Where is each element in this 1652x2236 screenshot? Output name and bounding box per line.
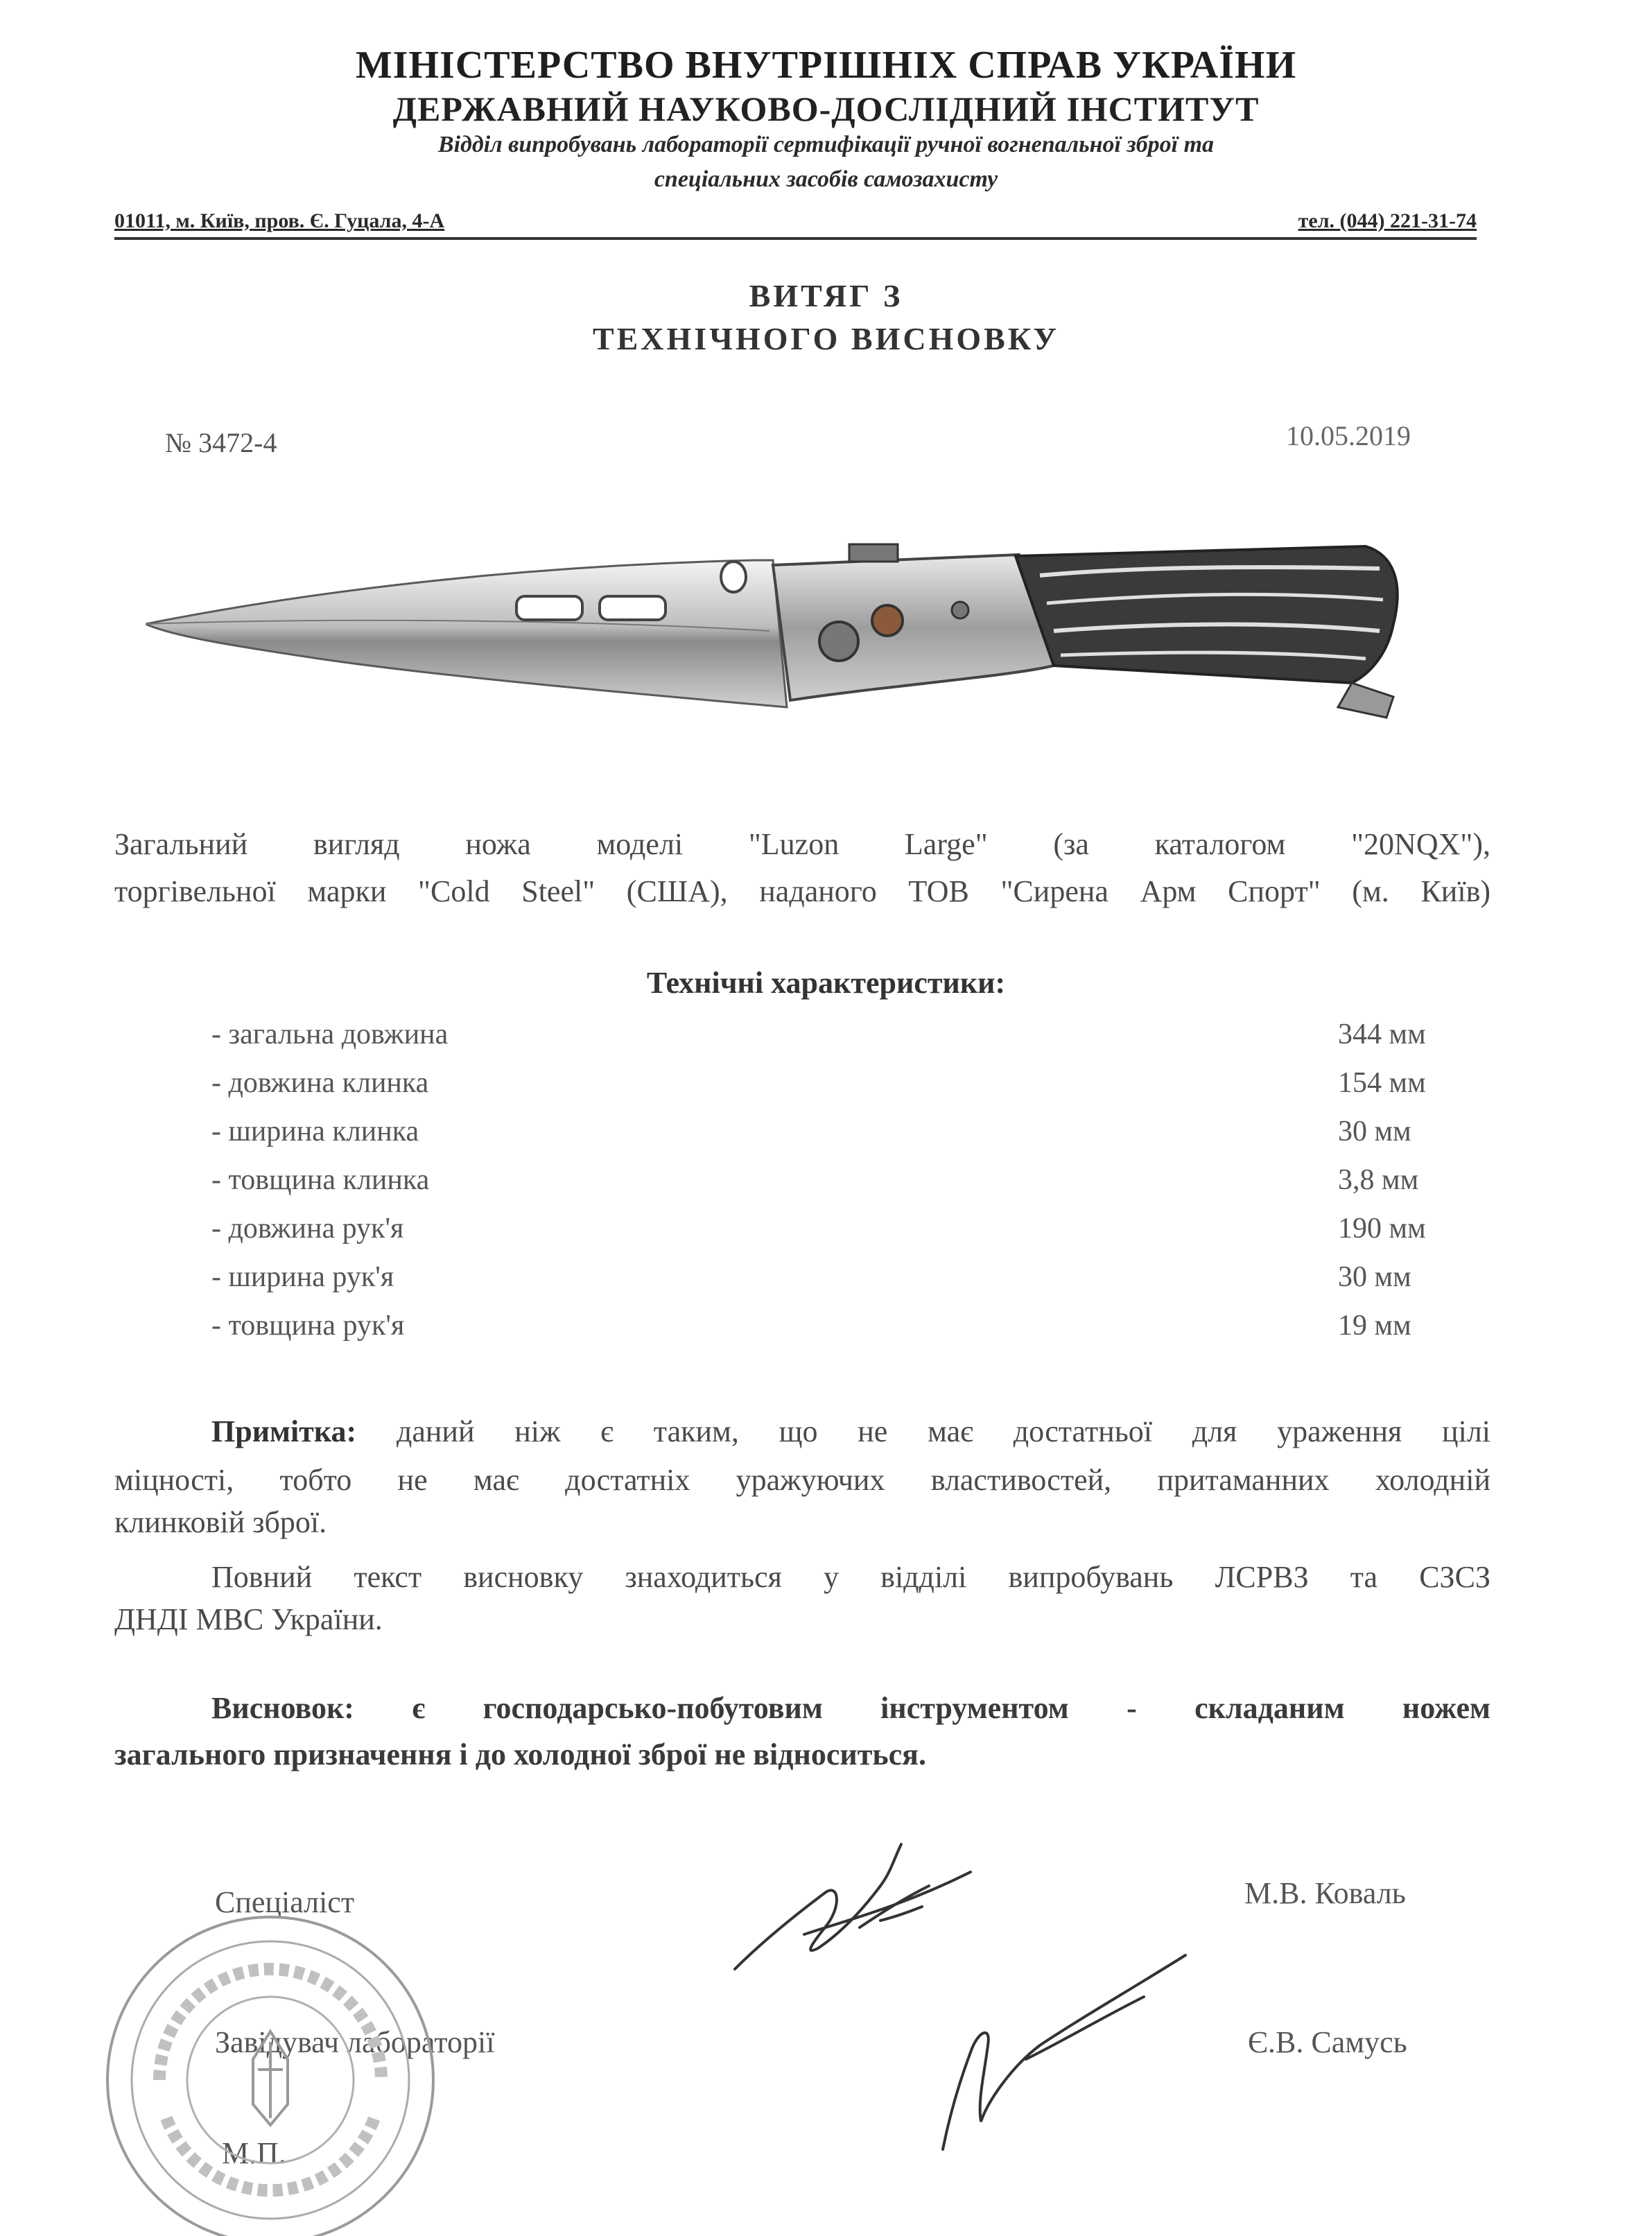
spec-value: 190 мм (1338, 1213, 1426, 1245)
spec-value: 19 мм (1338, 1310, 1411, 1342)
note-text-1: даний ніж є таким, що не має достатньої для ураження цілі (396, 1414, 1490, 1448)
image-caption-line-1: Загальний вигляд ножа моделі "Luzon Large" (за каталогом "20NQX"), (114, 827, 1490, 861)
knife-image (146, 527, 1414, 756)
spec-row (211, 1260, 1452, 1302)
document-subtitle: ТЕХНІЧНОГО ВИСНОВКУ (592, 321, 1060, 356)
conclusion-text-2: загального призначення і до холодної зброї не відноситься. (114, 1737, 926, 1771)
note-text-4: Повний текст висновку знаходиться у відділі випробувань ЛСРВЗ та СЗСЗ (211, 1560, 1490, 1594)
conclusion-line-1 (211, 1690, 1490, 1726)
institute-phone: тел. (044) 221-31-74 (1298, 209, 1477, 232)
signer-name-2: Є.В. Самусь (1248, 2025, 1407, 2059)
note-text-2: міцності, тобто не має достатніх уражуючих властивостей, притаманних холодній (114, 1463, 1490, 1497)
spec-label: - ширина клинка (211, 1116, 419, 1147)
spec-value: 344 мм (1338, 1019, 1426, 1050)
image-caption-line-2: торгівельної марки "Cold Steel" (США), наданого ТОВ "Сирена Арм Спорт" (м. Київ) (114, 874, 1490, 908)
spec-row (211, 1115, 1452, 1156)
spec-row (211, 1018, 1452, 1059)
institute-name: ДЕРЖАВНИЙ НАУКОВО-ДОСЛІДНИЙ ІНСТИТУТ (392, 89, 1260, 128)
spec-label: - товщина рук'я (211, 1310, 405, 1342)
document-number: № 3472-4 (165, 427, 277, 458)
note-text-3: клинковій зброї. (114, 1505, 327, 1539)
spec-label: - ширина рук'я (211, 1261, 394, 1293)
spec-row (211, 1066, 1452, 1108)
spec-label: - довжина клинка (211, 1067, 429, 1099)
spec-value: 154 мм (1338, 1067, 1426, 1099)
spec-value: 30 мм (1338, 1261, 1411, 1293)
note-paragraph-line-1 (211, 1407, 1490, 1456)
spec-row (211, 1309, 1452, 1351)
document-date: 10.05.2019 (1286, 420, 1411, 451)
spec-row (211, 1163, 1452, 1205)
specs-title: Технічні характеристики: (646, 966, 1006, 1000)
note-label: Примітка: (211, 1414, 357, 1448)
spec-value: 30 мм (1338, 1116, 1411, 1147)
spec-value: 3,8 мм (1338, 1164, 1419, 1196)
department-line-1: Відділ випробувань лабораторії сертифікації ручної вогнепальної зброї та (437, 132, 1215, 157)
signer-name-1: М.В. Коваль (1244, 1876, 1406, 1910)
spec-row (211, 1212, 1452, 1254)
official-stamp (97, 1910, 444, 2236)
letterhead-contact-row (114, 202, 1477, 240)
institute-address: 01011, м. Київ, пров. Є. Гуцала, 4-А (114, 209, 445, 232)
signature-2 (922, 1941, 1199, 2163)
conclusion-label: Висновок: (211, 1691, 354, 1725)
spec-label: - довжина рук'я (211, 1213, 404, 1245)
seal-mark: М.П. (222, 2136, 286, 2170)
ministry-name: МІНІСТЕРСТВО ВНУТРІШНІХ СПРАВ УКРАЇНИ (355, 44, 1297, 87)
signer-role-2: Завідувач лабораторії (215, 2025, 495, 2059)
spec-label: - товщина клинка (211, 1164, 430, 1196)
signer-role-1: Спеціаліст (215, 1885, 355, 1919)
document-title: ВИТЯГ З (749, 278, 903, 313)
conclusion-text-1: є господарсько-побутовим інструментом - складаним ножем (412, 1691, 1490, 1725)
department-line-2: спеціальних засобів самозахисту (654, 166, 998, 192)
spec-label: - загальна довжина (211, 1019, 449, 1050)
note-text-5: ДНДІ МВС України. (114, 1602, 383, 1636)
